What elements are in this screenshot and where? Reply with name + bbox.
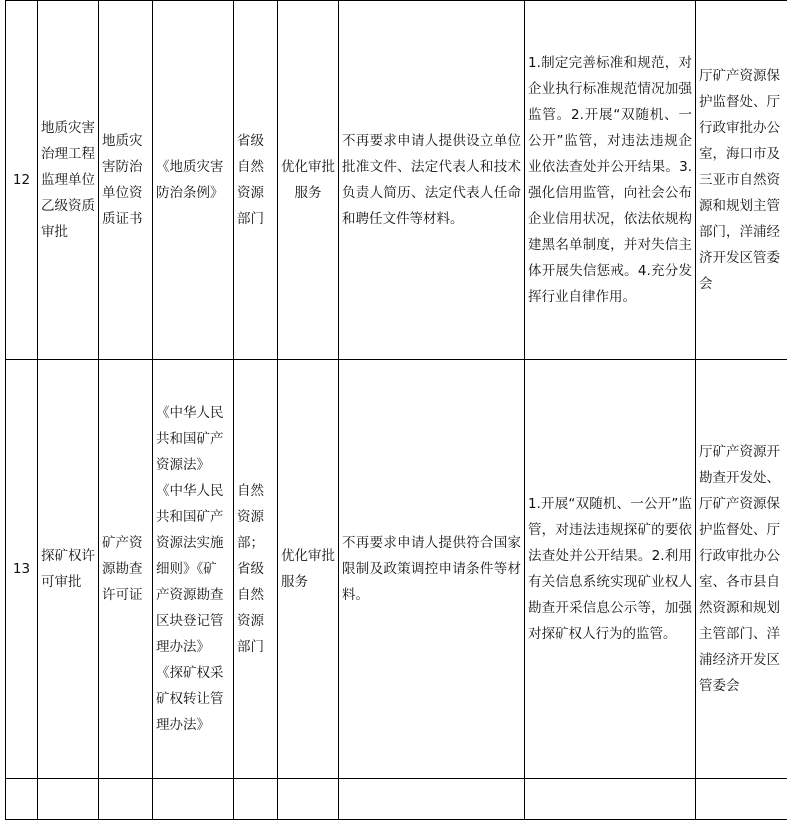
row-number: 13 — [6, 360, 38, 779]
empty-cell — [696, 779, 787, 820]
item-name-cell: 探矿权许可审批 — [38, 360, 99, 779]
reform-measures-cell: 不再要求申请人提供设立单位批准文件、法定代表人和技术负责人简历、法定代表人任命和聘任文件等材料。 — [339, 1, 525, 360]
table-row — [6, 1, 787, 360]
empty-cell — [278, 779, 339, 820]
table-row — [6, 360, 787, 779]
reform-method-cell: 优化审批服务 — [278, 1, 339, 360]
approval-authority-cell: 省级自然资源部门 — [234, 1, 278, 360]
legal-basis-cell: 《地质灾害防治条例》 — [153, 1, 234, 360]
empty-cell — [38, 779, 99, 820]
table-row-partial — [6, 779, 787, 820]
responsible-department-cell: 厅矿产资源开勘查开发处、厅矿产资源保护监督处、厅行政审批办公室、各市县自然资源和规划主管部门、洋浦经济开发区管委会 — [696, 360, 787, 779]
approval-items-table — [5, 0, 787, 820]
item-name-cell: 地质灾害治理工程监理单位乙级资质审批 — [38, 1, 99, 360]
row-number: 12 — [6, 1, 38, 360]
empty-cell — [234, 779, 278, 820]
empty-cell — [525, 779, 696, 820]
empty-cell — [339, 779, 525, 820]
reform-method-cell: 优化审批服务 — [278, 360, 339, 779]
supervision-measures-cell: 1.开展“双随机、一公开”监管，对违法违规探矿的要依法查处并公开结果。2.利用有关信息系统实现矿业权人勘查开采信息公示等，加强对探矿权人行为的监管。 — [525, 360, 696, 779]
supervision-measures-cell: 1.制定完善标准和规范，对企业执行标准规范情况加强监管。2.开展“双随机、一公开”监管，对违法违规企业依法查处并公开结果。3.强化信用监管，向社会公布企业信用状况，依法依规构建黑名单制度，并对失信主体开展失信惩戒。4.充分发挥行业自律作用。 — [525, 1, 696, 360]
reform-measures-cell: 不再要求申请人提供符合国家限制及政策调控申请条件等材料。 — [339, 360, 525, 779]
certificate-cell: 地质灾害防治单位资质证书 — [99, 1, 153, 360]
empty-cell — [99, 779, 153, 820]
responsible-department-cell: 厅矿产资源保护监督处、厅行政审批办公室，海口市及三亚市自然资源和规划主管部门，洋浦经济开发区管委会 — [696, 1, 787, 360]
empty-cell — [153, 779, 234, 820]
legal-basis-cell: 《中华人民共和国矿产资源法》《中华人民共和国矿产资源法实施细则》《矿产资源勘查区块登记管理办法》《探矿权采矿权转让管理办法》 — [153, 360, 234, 779]
empty-cell — [6, 779, 38, 820]
approval-authority-cell: 自然资源部；省级自然资源部门 — [234, 360, 278, 779]
certificate-cell: 矿产资源勘查许可证 — [99, 360, 153, 779]
